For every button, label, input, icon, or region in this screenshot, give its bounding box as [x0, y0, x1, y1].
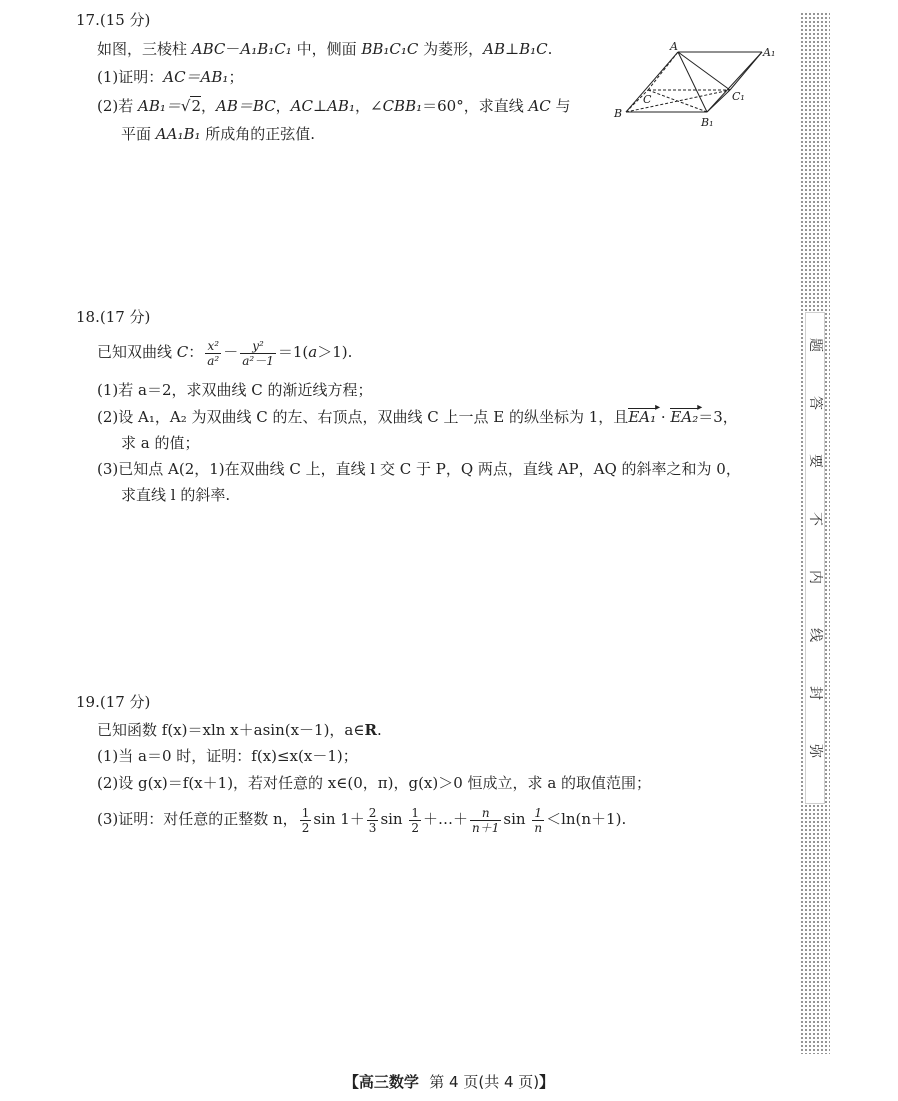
- binding-strip: [800, 12, 830, 1054]
- q17-header: 17.(15 分): [76, 11, 151, 29]
- vector-EA2: EA₂ ▸: [670, 407, 698, 427]
- seal-char-6: 要: [807, 454, 823, 468]
- q19-part1: (1)当 a＝0 时，证明：f(x)≤x(x－1)；: [97, 747, 358, 765]
- q18-part1: (1)若 a＝2，求双曲线 C 的渐近线方程；: [97, 381, 373, 399]
- q19-part2: (2)设 g(x)＝f(x＋1)，若对任意的 x∈(0，π)，g(x)＞0 恒成立，求 a 的取值范围；: [97, 774, 652, 792]
- label-A1: A₁: [763, 46, 776, 59]
- page-footer: 【高三数学 第 4 页(共 4 页)】: [343, 1073, 555, 1091]
- q19-part3: (3)证明：对任意的正整数 n， $\frac{1}{2}$ sin 1＋ $\frac{2}{3}$ sin $\frac{1}{2}$ ＋…＋ $\frac{n}{n+1}$ sin $\frac{1}{n}$ ＜ln(n＋1).: [97, 805, 627, 835]
- q18-part3-cont: 求直线 l 的斜率.: [121, 486, 231, 504]
- label-B1: B₁: [701, 116, 714, 129]
- q18-header: 18.(17 分): [76, 308, 151, 326]
- edge-C1B1: [707, 90, 730, 112]
- fraction-y2-over-a2-minus-1: $\frac{\text{y²}}{\text{a²－1}}$: [242, 338, 274, 368]
- label-A: A: [670, 40, 678, 53]
- edge-A1B1: [707, 52, 762, 112]
- fraction-x2-over-a2: $\frac{\text{x²}}{\text{a²}}$: [207, 338, 220, 368]
- q17-part1: (1)证明：AC＝AB₁；: [97, 68, 244, 86]
- fraction-1-2: $\frac{1}{2}$: [301, 805, 310, 835]
- seal-char-5: 不: [807, 512, 823, 526]
- vector-EA1: EA₁ ▸: [628, 407, 656, 427]
- prism-figure: [610, 40, 790, 135]
- q18-part2-cont: 求 a 的值；: [121, 434, 200, 452]
- seal-char-8: 题: [807, 338, 823, 352]
- q18-part3: (3)已知点 A(2，1)在双曲线 C 上，直线 l 交 C 于 P，Q 两点，直线 AP，AQ 的斜率之和为 0，: [97, 460, 741, 478]
- q17-stem: 如图，三棱柱 ABC－A₁B₁C₁ 中，侧面 BB₁C₁C 为菱形，AB⊥B₁C.: [97, 40, 553, 58]
- seal-char-3: 线: [807, 628, 823, 642]
- q19-header: 19.(17 分): [76, 693, 151, 711]
- seal-char-7: 答: [807, 396, 823, 410]
- q17-part2-cont: 平面 AA₁B₁ 所成角的正弦值.: [121, 125, 316, 143]
- q18-part2: (2)设 A₁，A₂ 为双曲线 C 的左、右顶点，双曲线 C 上一点 E 的纵坐标为 1，且EA₁ ▸ · EA₂ ▸＝3，: [97, 407, 738, 427]
- fraction-n-n-plus-1: $\frac{n}{n+1}$: [472, 805, 500, 835]
- label-B: B: [614, 107, 623, 120]
- seal-char-2: 封: [807, 686, 823, 700]
- edge-AC1: [678, 52, 730, 90]
- label-C1: C₁: [732, 90, 745, 103]
- edge-A1C1: [730, 52, 762, 90]
- seal-char-1: 弥: [807, 744, 823, 758]
- fraction-1-2b: $\frac{1}{2}$: [411, 805, 420, 835]
- fraction-2-3: $\frac{2}{3}$: [368, 805, 377, 835]
- seal-char-4: 内: [807, 570, 823, 584]
- q18-stem: 已知双曲线 C： $\frac{\text{x²}}{\text{a²}}$ － $\frac{\text{y²}}{\text{a²－1}}$ ＝1(a＞1).: [97, 338, 353, 368]
- edge-CA: [648, 52, 678, 90]
- label-C: C: [643, 93, 652, 106]
- fraction-1-n: $\frac{1}{n}$: [534, 805, 543, 835]
- seal-notice-box: [805, 312, 825, 804]
- q19-stem: 已知函数 f(x)＝xln x＋asin(x－1)，a∈R.: [97, 721, 382, 739]
- q17-part2: (2)若 AB₁＝√2，AB＝BC，AC⊥AB₁，∠CBB₁＝60°，求直线 AC 与: [97, 97, 571, 115]
